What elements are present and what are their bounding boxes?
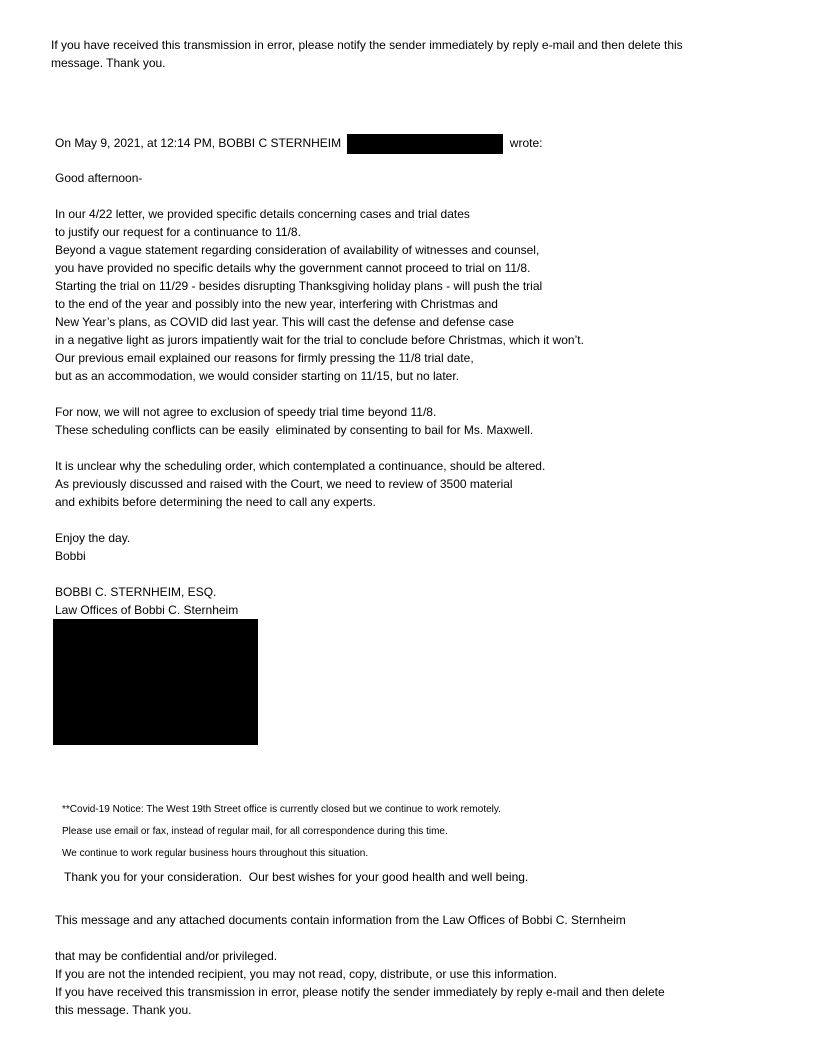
covid-notice — [55, 803, 803, 885]
paragraph-3 — [55, 457, 803, 511]
footer-line: that may be confidential and/or privileged. — [55, 949, 278, 963]
body-line: to justify our request for a continuance to 11/8. — [55, 225, 301, 239]
body-line: but as an accommodation, we would consider starting on 11/15, but no later. — [55, 369, 460, 383]
body-line: For now, we will not agree to exclusion of speedy trial time beyond 11/8. — [55, 405, 437, 419]
spacer — [55, 439, 803, 457]
covid-notice-line: We continue to work regular business hours throughout this situation. — [62, 848, 369, 859]
spacer — [55, 154, 803, 169]
body-line: in a negative light as jurors impatiently wait for the trial to conclude before Christmas, which it won’t. — [55, 333, 584, 347]
covid-notice-line: **Covid-19 Notice: The West 19th Street office is currently closed but we continue to work remotely. — [62, 804, 501, 815]
body-line: Our previous email explained our reasons for firmly pressing the 11/8 trial date, — [55, 351, 474, 365]
body-line: to the end of the year and possibly into the new year, interfering with Christmas and — [55, 297, 498, 311]
spacer — [55, 511, 803, 529]
body-line: As previously discussed and raised with the Court, we need to review of 3500 material — [55, 477, 513, 491]
signoff-line: Bobbi — [55, 549, 86, 563]
body-line: Beyond a vague statement regarding consideration of availability of witnesses and counsel, — [55, 243, 540, 257]
spacer — [55, 929, 803, 947]
paragraph-1 — [55, 205, 803, 385]
covid-thanks-line: Thank you for your consideration. Our best wishes for your good health and well being. — [64, 870, 529, 884]
signature-block — [55, 583, 803, 619]
body-line: and exhibits before determining the need to call any experts. — [55, 495, 376, 509]
signoff-line: Enjoy the day. — [55, 531, 131, 545]
spacer — [55, 187, 803, 205]
footer-line: this message. Thank you. — [55, 1003, 192, 1017]
body-line: It is unclear why the scheduling order, which contemplated a continuance, should be altered. — [55, 459, 546, 473]
signature-firm: Law Offices of Bobbi C. Sternheim — [55, 603, 239, 617]
quote-header — [55, 132, 803, 154]
body-line: you have provided no specific details why the government cannot proceed to trial on 11/8. — [55, 261, 531, 275]
covid-notice-line: Please use email or fax, instead of regular mail, for all correspondence during this time. — [62, 826, 448, 837]
quote-header-suffix: wrote: — [506, 136, 543, 150]
email-body — [55, 132, 803, 1019]
spacer — [55, 745, 803, 803]
redaction-box-contact-info — [53, 619, 258, 745]
greeting: Good afternoon- — [55, 171, 143, 185]
body-line: In our 4/22 letter, we provided specific details concerning cases and trial dates — [55, 207, 470, 221]
body-line: New Year’s plans, as COVID did last year. This will cast the defense and defense case — [55, 315, 514, 329]
top-disclaimer-line-1: If you have received this transmission in error, please notify the sender immediately by reply e-mail and then delete this — [51, 38, 683, 52]
signoff — [55, 529, 803, 565]
signature-name: BOBBI C. STERNHEIM, ESQ. — [55, 585, 217, 599]
footer-line: If you have received this transmission in error, please notify the sender immediately by reply e-mail and then delete — [55, 985, 665, 999]
spacer — [55, 565, 803, 583]
redaction-box-email-address — [347, 134, 503, 154]
footer-line: This message and any attached documents contain information from the Law Offices of Bobbi C. Sternheim — [55, 913, 626, 927]
body-line: These scheduling conflicts can be easily eliminated by consenting to bail for Ms. Maxwell. — [55, 423, 534, 437]
body-line: Starting the trial on 11/29 - besides disrupting Thanksgiving holiday plans - will push the trial — [55, 279, 543, 293]
footer-line: If you are not the intended recipient, you may not read, copy, distribute, or use this information. — [55, 967, 558, 981]
quote-header-prefix: On May 9, 2021, at 12:14 PM, BOBBI C STERNHEIM — [55, 136, 345, 150]
paragraph-2 — [55, 403, 803, 439]
spacer — [55, 385, 803, 403]
top-disclaimer — [51, 36, 811, 72]
footer-disclaimer — [55, 911, 803, 1019]
top-disclaimer-line-2: message. Thank you. — [51, 56, 166, 70]
